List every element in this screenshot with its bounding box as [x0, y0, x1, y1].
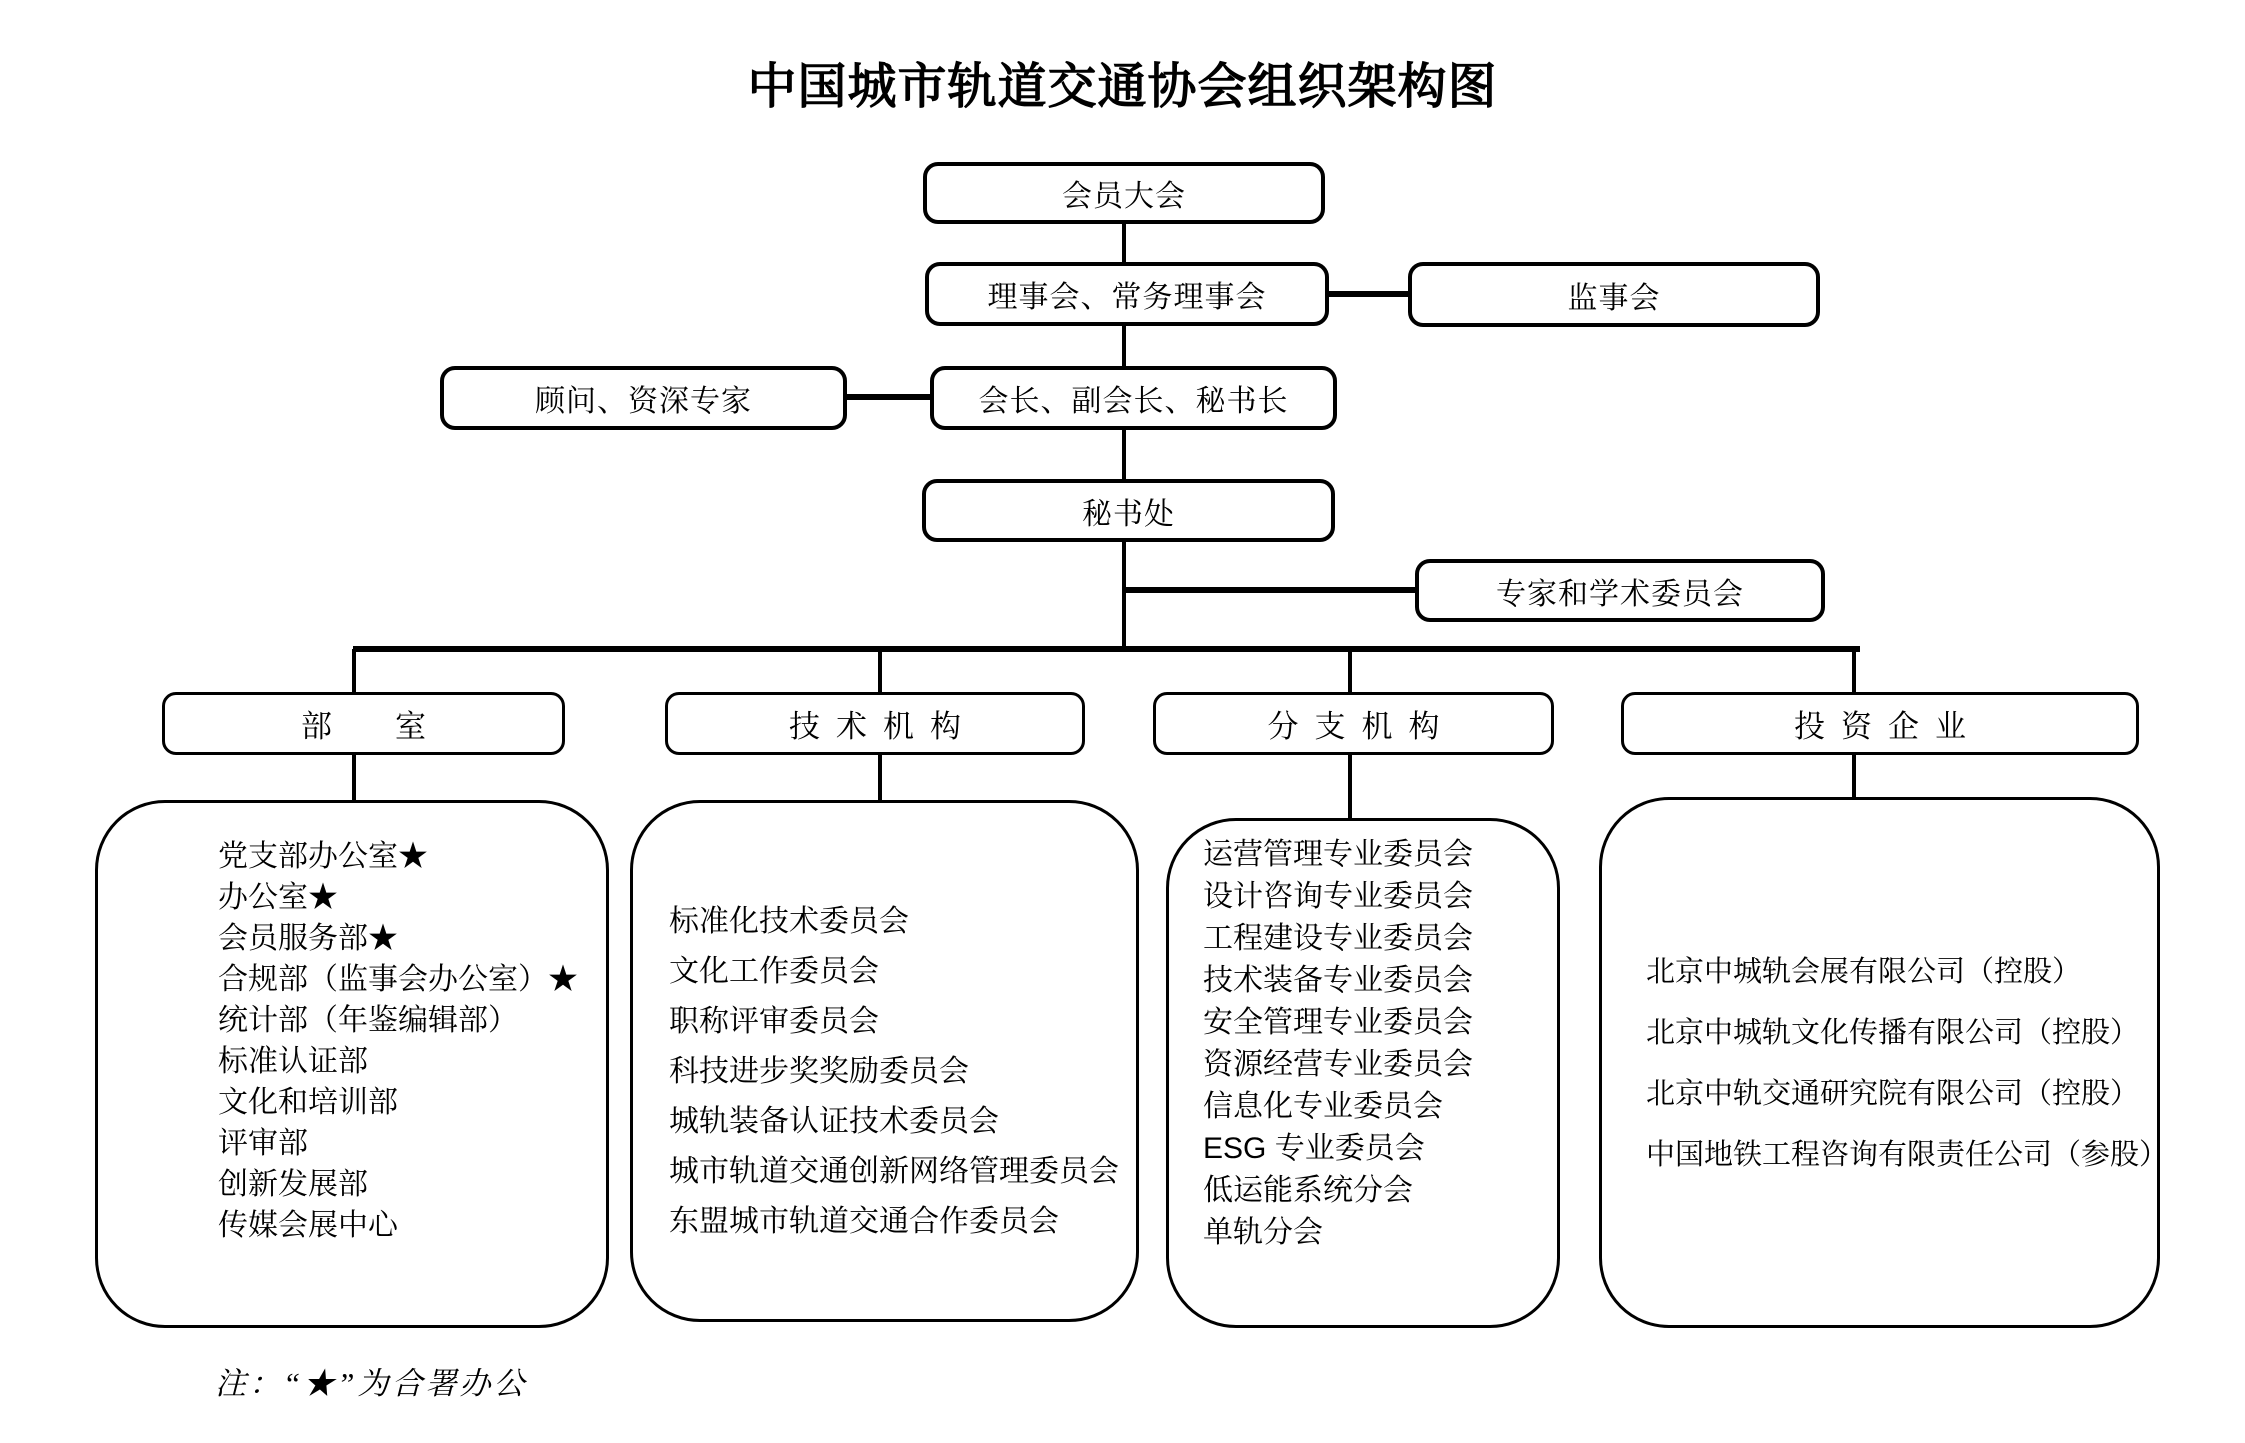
list-item: 创新发展部: [218, 1168, 368, 1201]
list-item: 北京中城轨文化传播有限公司（控股）: [1646, 1017, 2140, 1049]
node-member-congress-label: 会员大会: [1062, 180, 1186, 213]
connector-investment-list: [1852, 754, 1856, 798]
list-item: 评审部: [218, 1127, 308, 1160]
branch-header-investment-companies-label: 投资企业: [1794, 709, 1982, 744]
list-item: 办公室★: [218, 881, 338, 914]
list-item: 文化工作委员会: [669, 955, 879, 988]
list-item: 会员服务部★: [218, 922, 398, 955]
node-president: [930, 366, 1337, 430]
list-item: 城轨装备认证技术委员会: [669, 1105, 999, 1138]
list-item: 中国地铁工程咨询有限责任公司（参股）: [1646, 1139, 2169, 1171]
connector-distribution-bar: [353, 646, 1860, 652]
node-member-congress: [923, 162, 1325, 224]
node-advisors: [440, 366, 847, 430]
list-item: 单轨分会: [1203, 1216, 1323, 1249]
node-supervisory-board-label: 监事会: [1567, 281, 1661, 315]
connector-trunk-expert-committee: [1124, 587, 1416, 593]
list-item: 职称评审委员会: [669, 1005, 879, 1038]
list-item: 标准化技术委员会: [669, 905, 909, 938]
connector-council-president: [1122, 325, 1126, 367]
list-item: 技术装备专业委员会: [1203, 964, 1473, 997]
node-secretariat: [922, 479, 1335, 542]
connector-bar-branch-orgs: [1348, 649, 1352, 693]
technical-bodies-list: [633, 803, 1136, 1247]
list-item: 资源经营专业委员会: [1203, 1048, 1473, 1081]
connector-bar-technical: [878, 649, 882, 693]
list-item: 东盟城市轨道交通合作委员会: [669, 1205, 1059, 1238]
node-expert-committee: [1415, 559, 1825, 622]
node-supervisory-board: [1408, 262, 1820, 327]
list-item: 工程建设专业委员会: [1203, 922, 1473, 955]
connector-bar-departments: [352, 649, 356, 693]
branch-organizations-list-box: [1166, 818, 1560, 1328]
list-item: 科技进步奖奖励委员会: [669, 1055, 969, 1088]
connector-branch-orgs-list: [1348, 754, 1352, 819]
branch-header-technical-bodies-label: 技术机构: [789, 709, 977, 744]
connector-secretariat-trunk: [1122, 541, 1126, 652]
connector-advisors-president: [847, 394, 931, 400]
list-item: 统计部（年鉴编辑部）: [218, 1004, 518, 1037]
node-council-label: 理事会、常务理事会: [987, 281, 1267, 314]
list-item: 信息化专业委员会: [1203, 1090, 1443, 1123]
node-council: [925, 262, 1329, 326]
connector-president-secretariat: [1122, 429, 1126, 480]
connector-technical-list: [878, 754, 882, 801]
investment-companies-list: [1602, 800, 2169, 1186]
technical-bodies-list-box: [630, 800, 1139, 1322]
list-item: ESG 专业委员会: [1203, 1132, 1425, 1165]
list-item: 合规部（监事会办公室）★: [218, 963, 578, 996]
node-secretariat-label: 秘书处: [1082, 497, 1175, 531]
list-item: 传媒会展中心: [218, 1209, 398, 1242]
node-president-label: 会长、副会长、秘书长: [978, 385, 1289, 418]
list-item: 运营管理专业委员会: [1203, 838, 1473, 871]
list-item: 安全管理专业委员会: [1203, 1006, 1473, 1039]
branch-header-departments: [162, 692, 565, 755]
page-title: 中国城市轨道交通协会组织架构图: [747, 59, 1498, 114]
connector-congress-council: [1122, 223, 1126, 263]
list-item: 低运能系统分会: [1203, 1174, 1413, 1207]
list-item: 北京中轨交通研究院有限公司（控股）: [1646, 1078, 2140, 1110]
departments-list: [98, 803, 606, 1246]
branch-header-branch-organizations-label: 分支机构: [1267, 709, 1456, 744]
list-item: 北京中城轨会展有限公司（控股）: [1646, 956, 2082, 988]
node-advisors-label: 顾问、资深专家: [535, 385, 752, 418]
departments-list-box: [95, 800, 609, 1328]
investment-companies-list-box: [1599, 797, 2169, 1328]
branch-organizations-list: [1169, 821, 1557, 1254]
list-item: 文化和培训部: [218, 1086, 398, 1119]
node-expert-committee-label: 专家和学术委员会: [1496, 577, 1744, 611]
branch-header-branch-organizations: [1153, 692, 1554, 755]
branch-header-departments-label: 部 室: [301, 709, 442, 744]
list-item: 党支部办公室★: [218, 840, 428, 873]
list-item: 标准认证部: [218, 1045, 368, 1078]
connector-council-supervisory: [1329, 291, 1409, 297]
connector-departments-list: [352, 754, 356, 801]
connector-bar-investment: [1852, 649, 1856, 693]
list-item: 设计咨询专业委员会: [1203, 880, 1473, 913]
list-item: 城市轨道交通创新网络管理委员会: [669, 1155, 1119, 1188]
footnote: 注：“★”为合署办公: [215, 1366, 528, 1401]
branch-header-technical-bodies: [665, 692, 1085, 755]
branch-header-investment-companies: [1621, 692, 2139, 755]
